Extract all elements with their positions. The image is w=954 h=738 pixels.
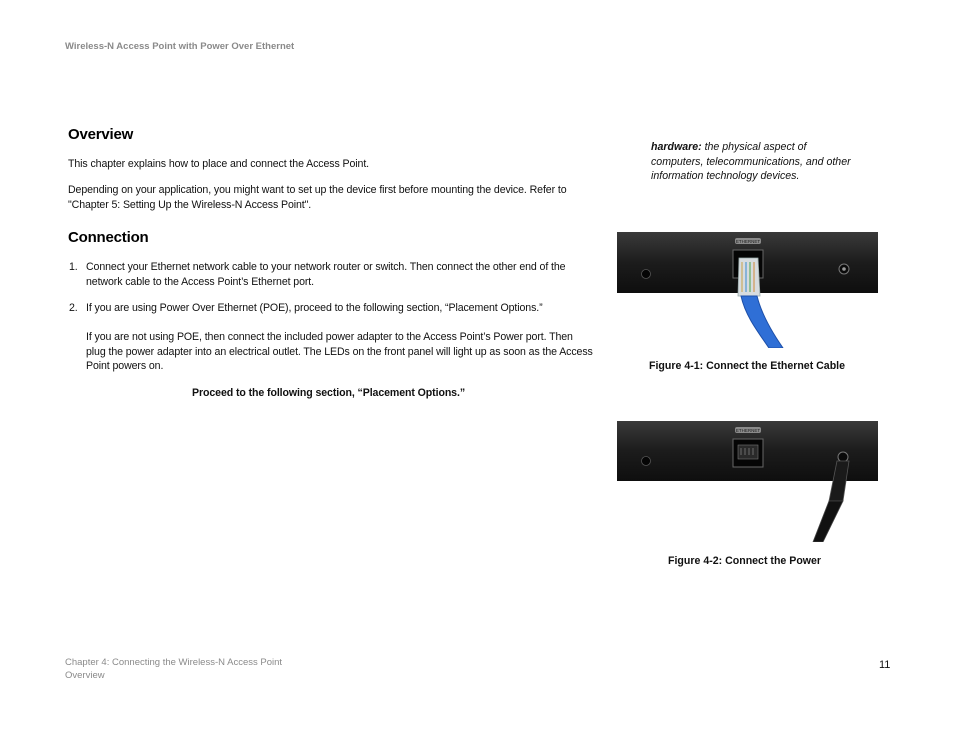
port-label: ETHERNET [735, 239, 761, 244]
figure-ethernet-cable-image [617, 232, 878, 348]
connection-heading: Connection [68, 229, 149, 246]
proceed-instruction: Proceed to the following section, “Placement Options.” [192, 387, 466, 399]
footer-section: Overview [65, 669, 105, 681]
list-number: 2. [69, 302, 78, 314]
footer-chapter: Chapter 4: Connecting the Wireless-N Access Point [65, 657, 283, 668]
running-header: Wireless-N Access Point with Power Over Ethernet [65, 41, 295, 52]
page-number: 11 [879, 659, 891, 671]
list-item-step-1 [69, 260, 589, 289]
running-footer [65, 657, 282, 682]
figure-power-connection-image [617, 421, 878, 542]
glossary-sidenote [651, 140, 851, 184]
list-number: 1. [69, 261, 78, 273]
list-text: Connect your Ethernet network cable to your network router or switch. Then connect the other end of the network cable to the Access Point’s Ethernet port. [86, 261, 566, 288]
overview-paragraph-1: This chapter explains how to place and connect the Access Point. [68, 158, 370, 170]
figure-caption-4-1: Figure 4-1: Connect the Ethernet Cable [649, 360, 846, 372]
list-item-step-2 [69, 301, 589, 316]
glossary-definition: the physical aspect of computers, telecommunications, and other information technology devices. [651, 141, 851, 183]
poe-note: If you are not using POE, then connect the included power adapter to the Access Point’s Power port. Then plug the power adapter into an electrical outlet. The LEDs on the front panel will light up as soon as the Access Point powers on. [86, 331, 593, 373]
overview-paragraph-2: Depending on your application, you might want to set up the device first before mounting the device. Refer to "Chapter 5: Setting Up the Wireless-N Access Point". [68, 184, 567, 211]
overview-heading: Overview [68, 126, 134, 143]
port-label: ETHERNET [735, 428, 761, 433]
glossary-term: hardware: [651, 141, 702, 153]
list-text: If you are using Power Over Ethernet (POE), proceed to the following section, “Placement Options.” [86, 302, 543, 314]
figure-caption-4-2: Figure 4-2: Connect the Power [668, 555, 822, 567]
